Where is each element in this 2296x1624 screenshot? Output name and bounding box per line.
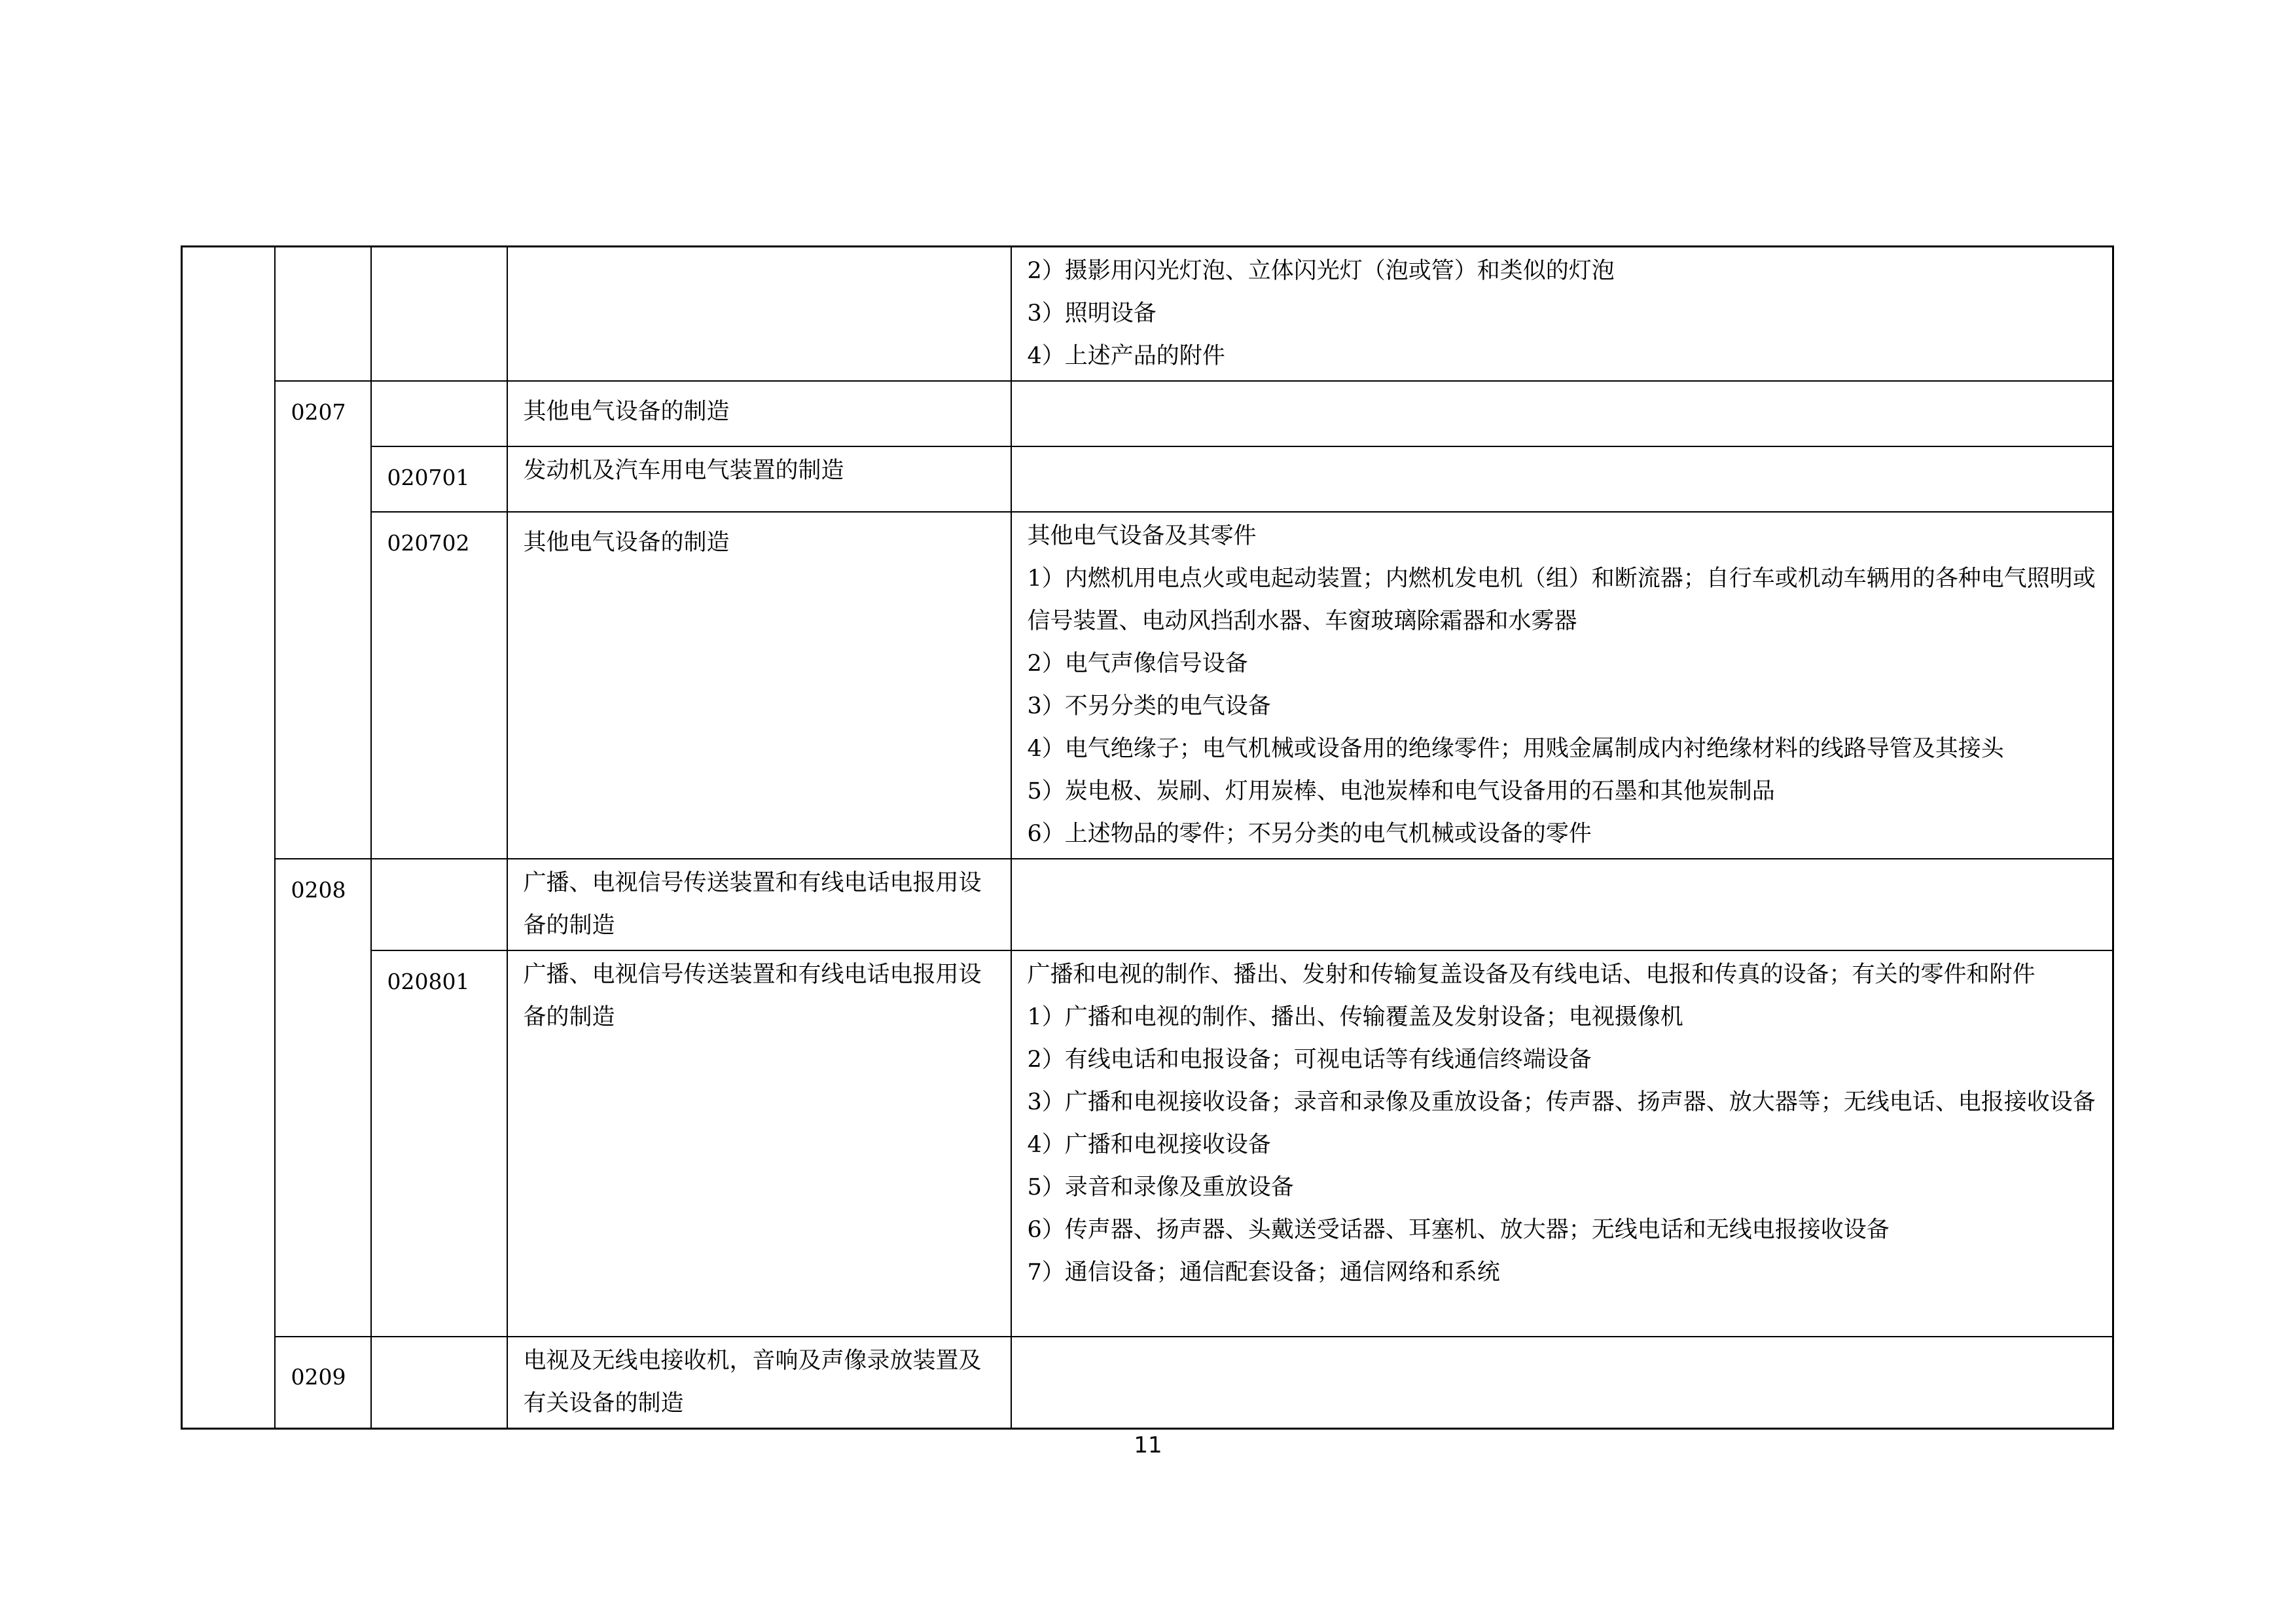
description-line: 3）不另分类的电气设备 bbox=[1027, 693, 1271, 719]
code-level2-cell bbox=[371, 381, 507, 446]
name-cell bbox=[507, 247, 1011, 382]
table-row bbox=[182, 247, 2113, 382]
description-cell bbox=[1011, 381, 2113, 446]
code-level1-cell bbox=[275, 381, 371, 859]
category-code: 0207 bbox=[291, 399, 346, 425]
code-level2-cell bbox=[371, 1337, 507, 1429]
description-line: 2）摄影用闪光灯泡、立体闪光灯（泡或管）和类似的灯泡 bbox=[1027, 258, 1615, 284]
section-column-cell bbox=[182, 247, 275, 1429]
code-level2-cell bbox=[371, 247, 507, 382]
name-cell bbox=[507, 859, 1011, 950]
description-line: 4）上述产品的附件 bbox=[1027, 343, 1225, 369]
name-cell bbox=[507, 512, 1011, 859]
description-line: 4）电气绝缘子；电气机械或设备用的绝缘零件；用贱金属制成内衬绝缘材料的线路导管及其接头 bbox=[1027, 736, 2004, 762]
subcategory-code: 020701 bbox=[387, 465, 470, 490]
description-line: 1）广播和电视的制作、播出、传输覆盖及发射设备；电视摄像机 bbox=[1027, 1004, 1683, 1030]
description-line: 6）上述物品的零件；不另分类的电气机械或设备的零件 bbox=[1027, 821, 1592, 847]
subcategory-code: 020702 bbox=[387, 530, 470, 556]
code-level1-cell bbox=[275, 859, 371, 1337]
description-cell bbox=[1011, 512, 2113, 859]
description-line: 1）内燃机用电点火或电起动装置；内燃机发电机（组）和断流器；自行车或机动车辆用的各种电气照明或信号装置、电动风挡刮水器、车窗玻璃除霜器和水雾器 bbox=[1027, 566, 2096, 634]
table-row bbox=[182, 859, 2113, 950]
description-line: 2）有线电话和电报设备；可视电话等有线通信终端设备 bbox=[1027, 1047, 1592, 1073]
subcategory-name: 其他电气设备的制造 bbox=[523, 530, 730, 556]
description-cell bbox=[1011, 247, 2113, 382]
table-row bbox=[182, 381, 2113, 446]
description-line: 7）通信设备；通信配套设备；通信网络和系统 bbox=[1027, 1259, 1500, 1286]
description-cell bbox=[1011, 1337, 2113, 1429]
description-line: 5）录音和录像及重放设备 bbox=[1027, 1174, 1294, 1200]
code-level1-cell bbox=[275, 1337, 371, 1429]
code-level1-cell bbox=[275, 247, 371, 382]
description-line: 广播和电视的制作、播出、发射和传输复盖设备及有线电话、电报和传真的设备；有关的零件和附件 bbox=[1027, 962, 2036, 988]
description-cell bbox=[1011, 859, 2113, 950]
category-name: 其他电气设备的制造 bbox=[523, 399, 730, 425]
category-code: 0209 bbox=[291, 1364, 346, 1390]
description-line: 4）广播和电视接收设备 bbox=[1027, 1132, 1271, 1158]
name-cell bbox=[507, 446, 1011, 512]
description-line: 6）传声器、扬声器、头戴送受话器、耳塞机、放大器；无线电话和无线电报接收设备 bbox=[1027, 1217, 1890, 1243]
description-line: 其他电气设备及其零件 bbox=[1027, 523, 1257, 549]
table-row bbox=[182, 1337, 2113, 1429]
subcategory-name: 发动机及汽车用电气装置的制造 bbox=[523, 458, 844, 484]
code-level2-cell bbox=[371, 950, 507, 1337]
description-line: 3）照明设备 bbox=[1027, 300, 1157, 327]
name-cell bbox=[507, 950, 1011, 1337]
name-cell bbox=[507, 1337, 1011, 1429]
code-level2-cell bbox=[371, 859, 507, 950]
description-line: 5）炭电极、炭刷、灯用炭棒、电池炭棒和电气设备用的石墨和其他炭制品 bbox=[1027, 778, 1775, 804]
description-line: 2）电气声像信号设备 bbox=[1027, 651, 1248, 677]
name-cell bbox=[507, 381, 1011, 446]
code-level2-cell bbox=[371, 512, 507, 859]
subcategory-name: 广播、电视信号传送装置和有线电话电报用设备的制造 bbox=[523, 962, 982, 1030]
subcategory-code: 020801 bbox=[387, 969, 470, 994]
description-line: 3）广播和电视接收设备；录音和录像及重放设备；传声器、扬声器、放大器等；无线电话、电报接收设备 bbox=[1027, 1089, 2096, 1115]
table-row bbox=[182, 512, 2113, 859]
description-cell bbox=[1011, 950, 2113, 1337]
category-name: 广播、电视信号传送装置和有线电话电报用设备的制造 bbox=[523, 870, 982, 939]
classification-table bbox=[181, 245, 2114, 1430]
description-cell bbox=[1011, 446, 2113, 512]
table-row bbox=[182, 446, 2113, 512]
category-name: 电视及无线电接收机，音响及声像录放装置及有关设备的制造 bbox=[523, 1348, 982, 1416]
category-code: 0208 bbox=[291, 877, 346, 903]
code-level2-cell bbox=[371, 446, 507, 512]
page-number: 11 bbox=[1134, 1432, 1162, 1458]
table-row bbox=[182, 950, 2113, 1337]
